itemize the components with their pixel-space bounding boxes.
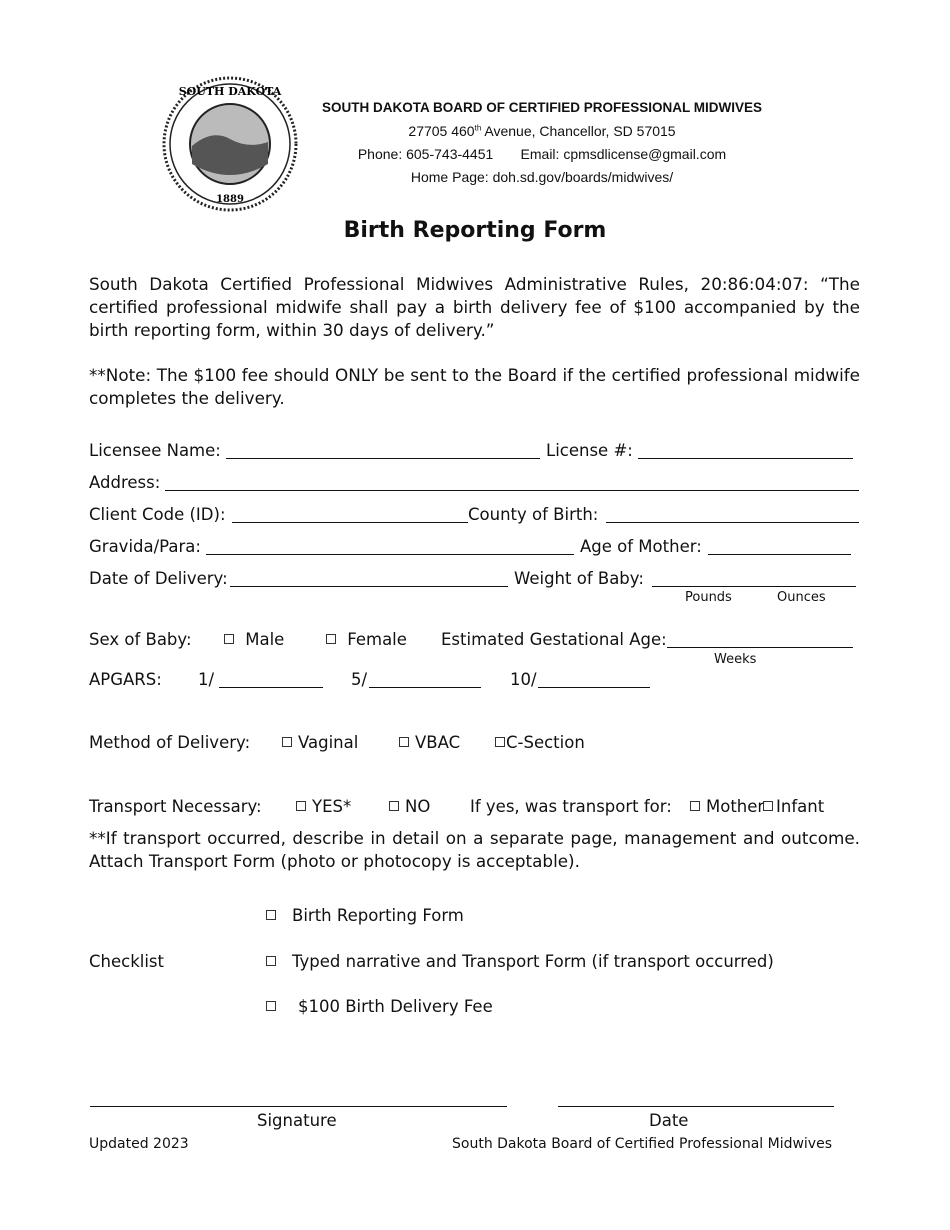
sex-label: Sex of Baby: — [89, 630, 192, 649]
transport-no-checkbox[interactable]: NO — [389, 797, 430, 816]
signature-field[interactable] — [90, 1106, 507, 1107]
gravida-para-field[interactable] — [206, 554, 574, 555]
board-name: SOUTH DAKOTA BOARD OF CERTIFIED PROFESSIONAL MIDWIVES — [321, 100, 762, 115]
age-of-mother-label: Age of Mother: — [580, 537, 702, 556]
client-code-label: Client Code (ID): — [89, 505, 226, 524]
page-title: Birth Reporting Form — [343, 218, 607, 243]
date-of-delivery-label: Date of Delivery: — [89, 569, 228, 588]
gravida-para-label: Gravida/Para: — [89, 537, 201, 556]
checkbox-icon — [282, 737, 292, 747]
transport-mother-checkbox[interactable]: Mother — [690, 797, 764, 816]
checklist-label: Checklist — [89, 952, 164, 971]
checklist-item[interactable]: Typed narrative and Transport Form (if transport occurred) — [266, 952, 774, 971]
checkbox-icon — [763, 801, 773, 811]
checkbox-icon — [389, 801, 399, 811]
weight-label: Weight of Baby: — [514, 569, 644, 588]
date-field[interactable] — [558, 1106, 834, 1107]
apgar-1-field[interactable] — [219, 687, 323, 688]
apgar-10-field[interactable] — [538, 687, 650, 688]
vbac-checkbox[interactable]: VBAC — [399, 733, 460, 752]
board-homepage[interactable]: Home Page: doh.sd.gov/boards/midwives/ — [410, 169, 674, 185]
date-label: Date — [649, 1111, 689, 1130]
transport-label: Transport Necessary: — [89, 797, 262, 816]
c-section-checkbox[interactable]: C-Section — [495, 733, 585, 752]
checkbox-icon — [296, 801, 306, 811]
signature-label: Signature — [257, 1111, 337, 1130]
fee-note: **Note: The $100 fee should ONLY be sent to the Board if the certified professional midwife completes the delivery. — [89, 365, 860, 408]
gestational-age-field[interactable] — [667, 647, 853, 648]
licensee-name-label: Licensee Name: — [89, 441, 221, 460]
checkbox-icon — [266, 910, 276, 920]
transport-for-label: If yes, was transport for: — [470, 797, 672, 816]
footer-board-name: South Dakota Board of Certified Professional Midwives — [452, 1136, 832, 1152]
apgar-1-label: 1/ — [198, 670, 215, 689]
transport-yes-checkbox[interactable]: YES* — [296, 797, 351, 816]
state-seal-logo — [162, 74, 298, 214]
svg-text:SOUTH DAKOTA: SOUTH DAKOTA — [178, 85, 282, 98]
updated-label: Updated 2023 — [89, 1136, 189, 1152]
board-address: 27705 460th Avenue, Chancellor, SD 57015 — [408, 123, 676, 139]
checkbox-icon — [266, 956, 276, 966]
board-email[interactable]: Email: cpmsdlicense@gmail.com — [520, 146, 727, 162]
ounces-label: Ounces — [777, 590, 826, 605]
checkbox-icon — [495, 737, 505, 747]
checklist-item[interactable]: $100 Birth Delivery Fee — [266, 997, 493, 1016]
checkbox-icon — [399, 737, 409, 747]
checklist-item[interactable]: Birth Reporting Form — [266, 906, 464, 925]
weeks-label: Weeks — [714, 652, 757, 667]
transport-infant-checkbox[interactable]: Infant — [763, 797, 824, 816]
weight-field[interactable] — [652, 586, 856, 587]
male-checkbox[interactable]: Male — [224, 630, 284, 649]
svg-text:1889: 1889 — [216, 194, 244, 205]
county-label: County of Birth: — [468, 505, 599, 524]
method-label: Method of Delivery: — [89, 733, 251, 752]
county-field[interactable] — [606, 522, 859, 523]
board-contact: Phone: 605-743-4451 Email: cpmsdlicense@gmail.com — [357, 146, 727, 162]
transport-note: **If transport occurred, describe in detail on a separate page, management and outcome. Attach Transport Form (photo or photocopy is acceptable). — [89, 828, 860, 871]
apgar-5-field[interactable] — [369, 687, 481, 688]
date-of-delivery-field[interactable] — [230, 586, 508, 587]
licensee-name-field[interactable] — [226, 458, 540, 459]
address-label: Address: — [89, 473, 161, 492]
license-number-label: License #: — [546, 441, 633, 460]
address-field[interactable] — [165, 490, 859, 491]
female-checkbox[interactable]: Female — [326, 630, 407, 649]
checkbox-icon — [266, 1001, 276, 1011]
checkbox-icon — [326, 634, 336, 644]
vaginal-checkbox[interactable]: Vaginal — [282, 733, 358, 752]
pounds-label: Pounds — [685, 590, 732, 605]
intro-paragraph: South Dakota Certified Professional Midwives Administrative Rules, 20:86:04:07: “The certified professional midwife shall pay a birth delivery fee of $100 accompanied by the birth reporting form, within 30 days of delivery.” — [89, 274, 860, 340]
license-number-field[interactable] — [638, 458, 853, 459]
apgar-10-label: 10/ — [510, 670, 537, 689]
gestational-age-label: Estimated Gestational Age: — [441, 630, 667, 649]
checkbox-icon — [690, 801, 700, 811]
client-code-field[interactable] — [232, 522, 468, 523]
apgar-5-label: 5/ — [351, 670, 368, 689]
checkbox-icon — [224, 634, 234, 644]
apgars-label: APGARS: — [89, 670, 162, 689]
age-of-mother-field[interactable] — [708, 554, 851, 555]
